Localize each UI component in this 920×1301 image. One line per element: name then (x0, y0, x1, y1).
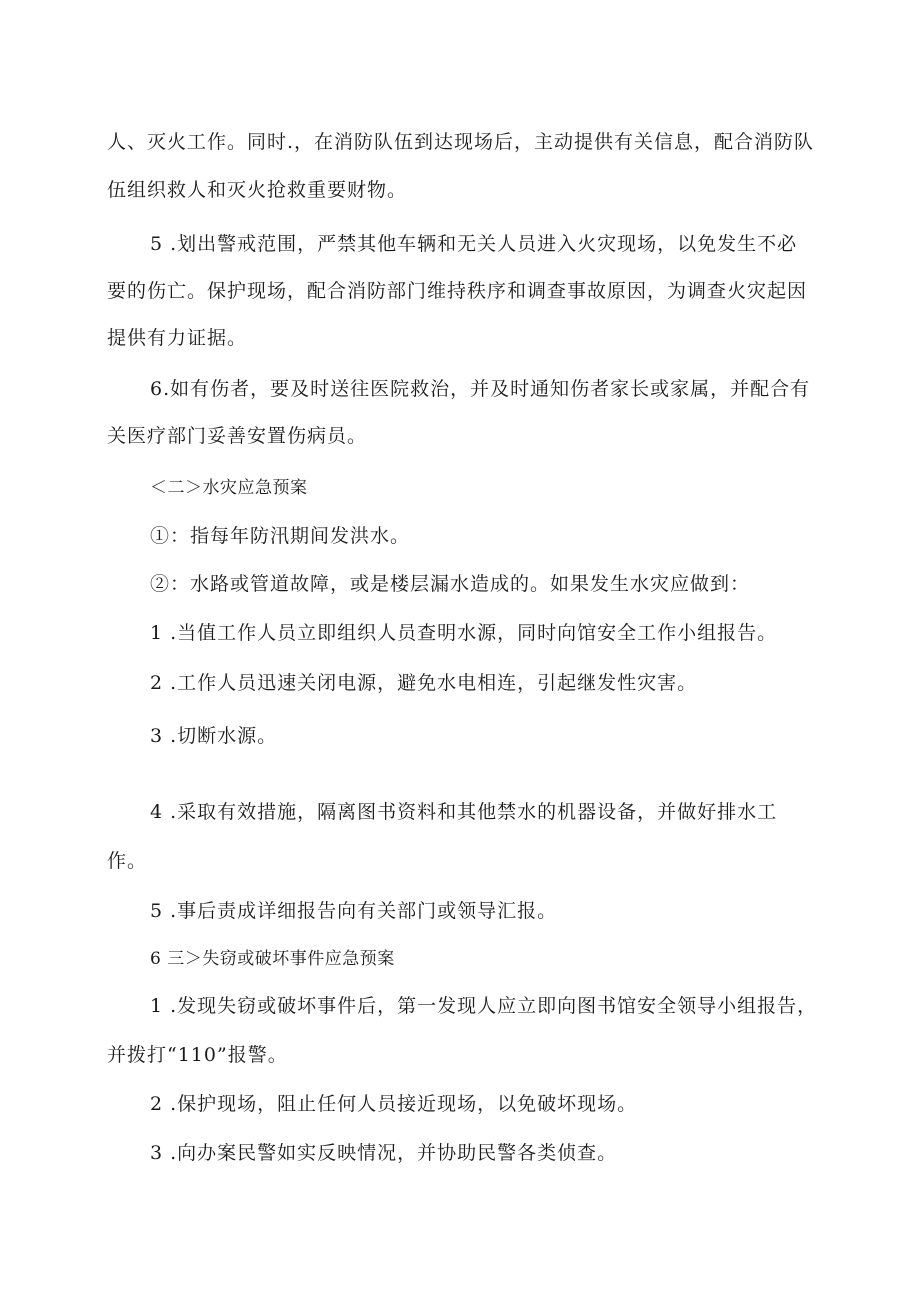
paragraph-line: 2 .保护现场，阻止任何人员接近现场，以免破坏现场。 (150, 1093, 638, 1115)
paragraph-line: 4 .采取有效措施，隔离图书资料和其他禁水的机器设备，并做好排水工 (150, 801, 778, 823)
paragraph-line: 3 .切断水源。 (150, 725, 278, 747)
paragraph-line: 5 .事后责成详细报告向有关部门或领导汇报。 (150, 900, 558, 922)
paragraph-line: 3 .向办案民警如实反映情况，并协助民警各类侦查。 (150, 1142, 618, 1164)
paragraph-line: 要的伤亡。保护现场，配合消防部门维持秩序和调查事故原因，为调查火灾起因 (107, 280, 808, 302)
paragraph-line: 伍组织救人和灭火抢救重要财物。 (107, 179, 408, 201)
paragraph-line: 5 .划出警戒范围，严禁其他车辆和无关人员进入火灾现场，以免发生不必 (150, 233, 798, 255)
paragraph-line: ②：水路或管道故障，或是楼层漏水造成的。如果发生水灾应做到： (150, 573, 751, 595)
paragraph-line: 1 .当值工作人员立即组织人员查明水源，同时向馆安全工作小组报告。 (150, 622, 778, 644)
paragraph-line: 6.如有伤者，要及时送往医院救治，并及时通知伤者家长或家属，并配合有 (150, 378, 811, 400)
paragraph-line: 人、灭火工作。同时.，在消防队伍到达现场后，主动提供有关信息，配合消防队 (107, 131, 815, 153)
section-heading: 6 三＞失窃或破坏事件应急预案 (150, 949, 395, 969)
section-heading: ＜二＞水灾应急预案 (150, 478, 308, 498)
paragraph-line: 1 .发现失窃或破坏事件后，第一发现人应立即向图书馆安全领导小组报告， (150, 995, 818, 1017)
paragraph-line: ①：指每年防汛期间发洪水。 (150, 525, 411, 547)
paragraph-line: 2 .工作人员迅速关闭电源，避免水电相连，引起继发性灾害。 (150, 672, 698, 694)
paragraph-line: 提供有力证据。 (107, 327, 248, 349)
paragraph-line: 关医疗部门妥善安置伤病员。 (107, 425, 368, 447)
paragraph-line: 并拨打“110”报警。 (107, 1044, 288, 1066)
paragraph-line: 作。 (107, 850, 148, 872)
